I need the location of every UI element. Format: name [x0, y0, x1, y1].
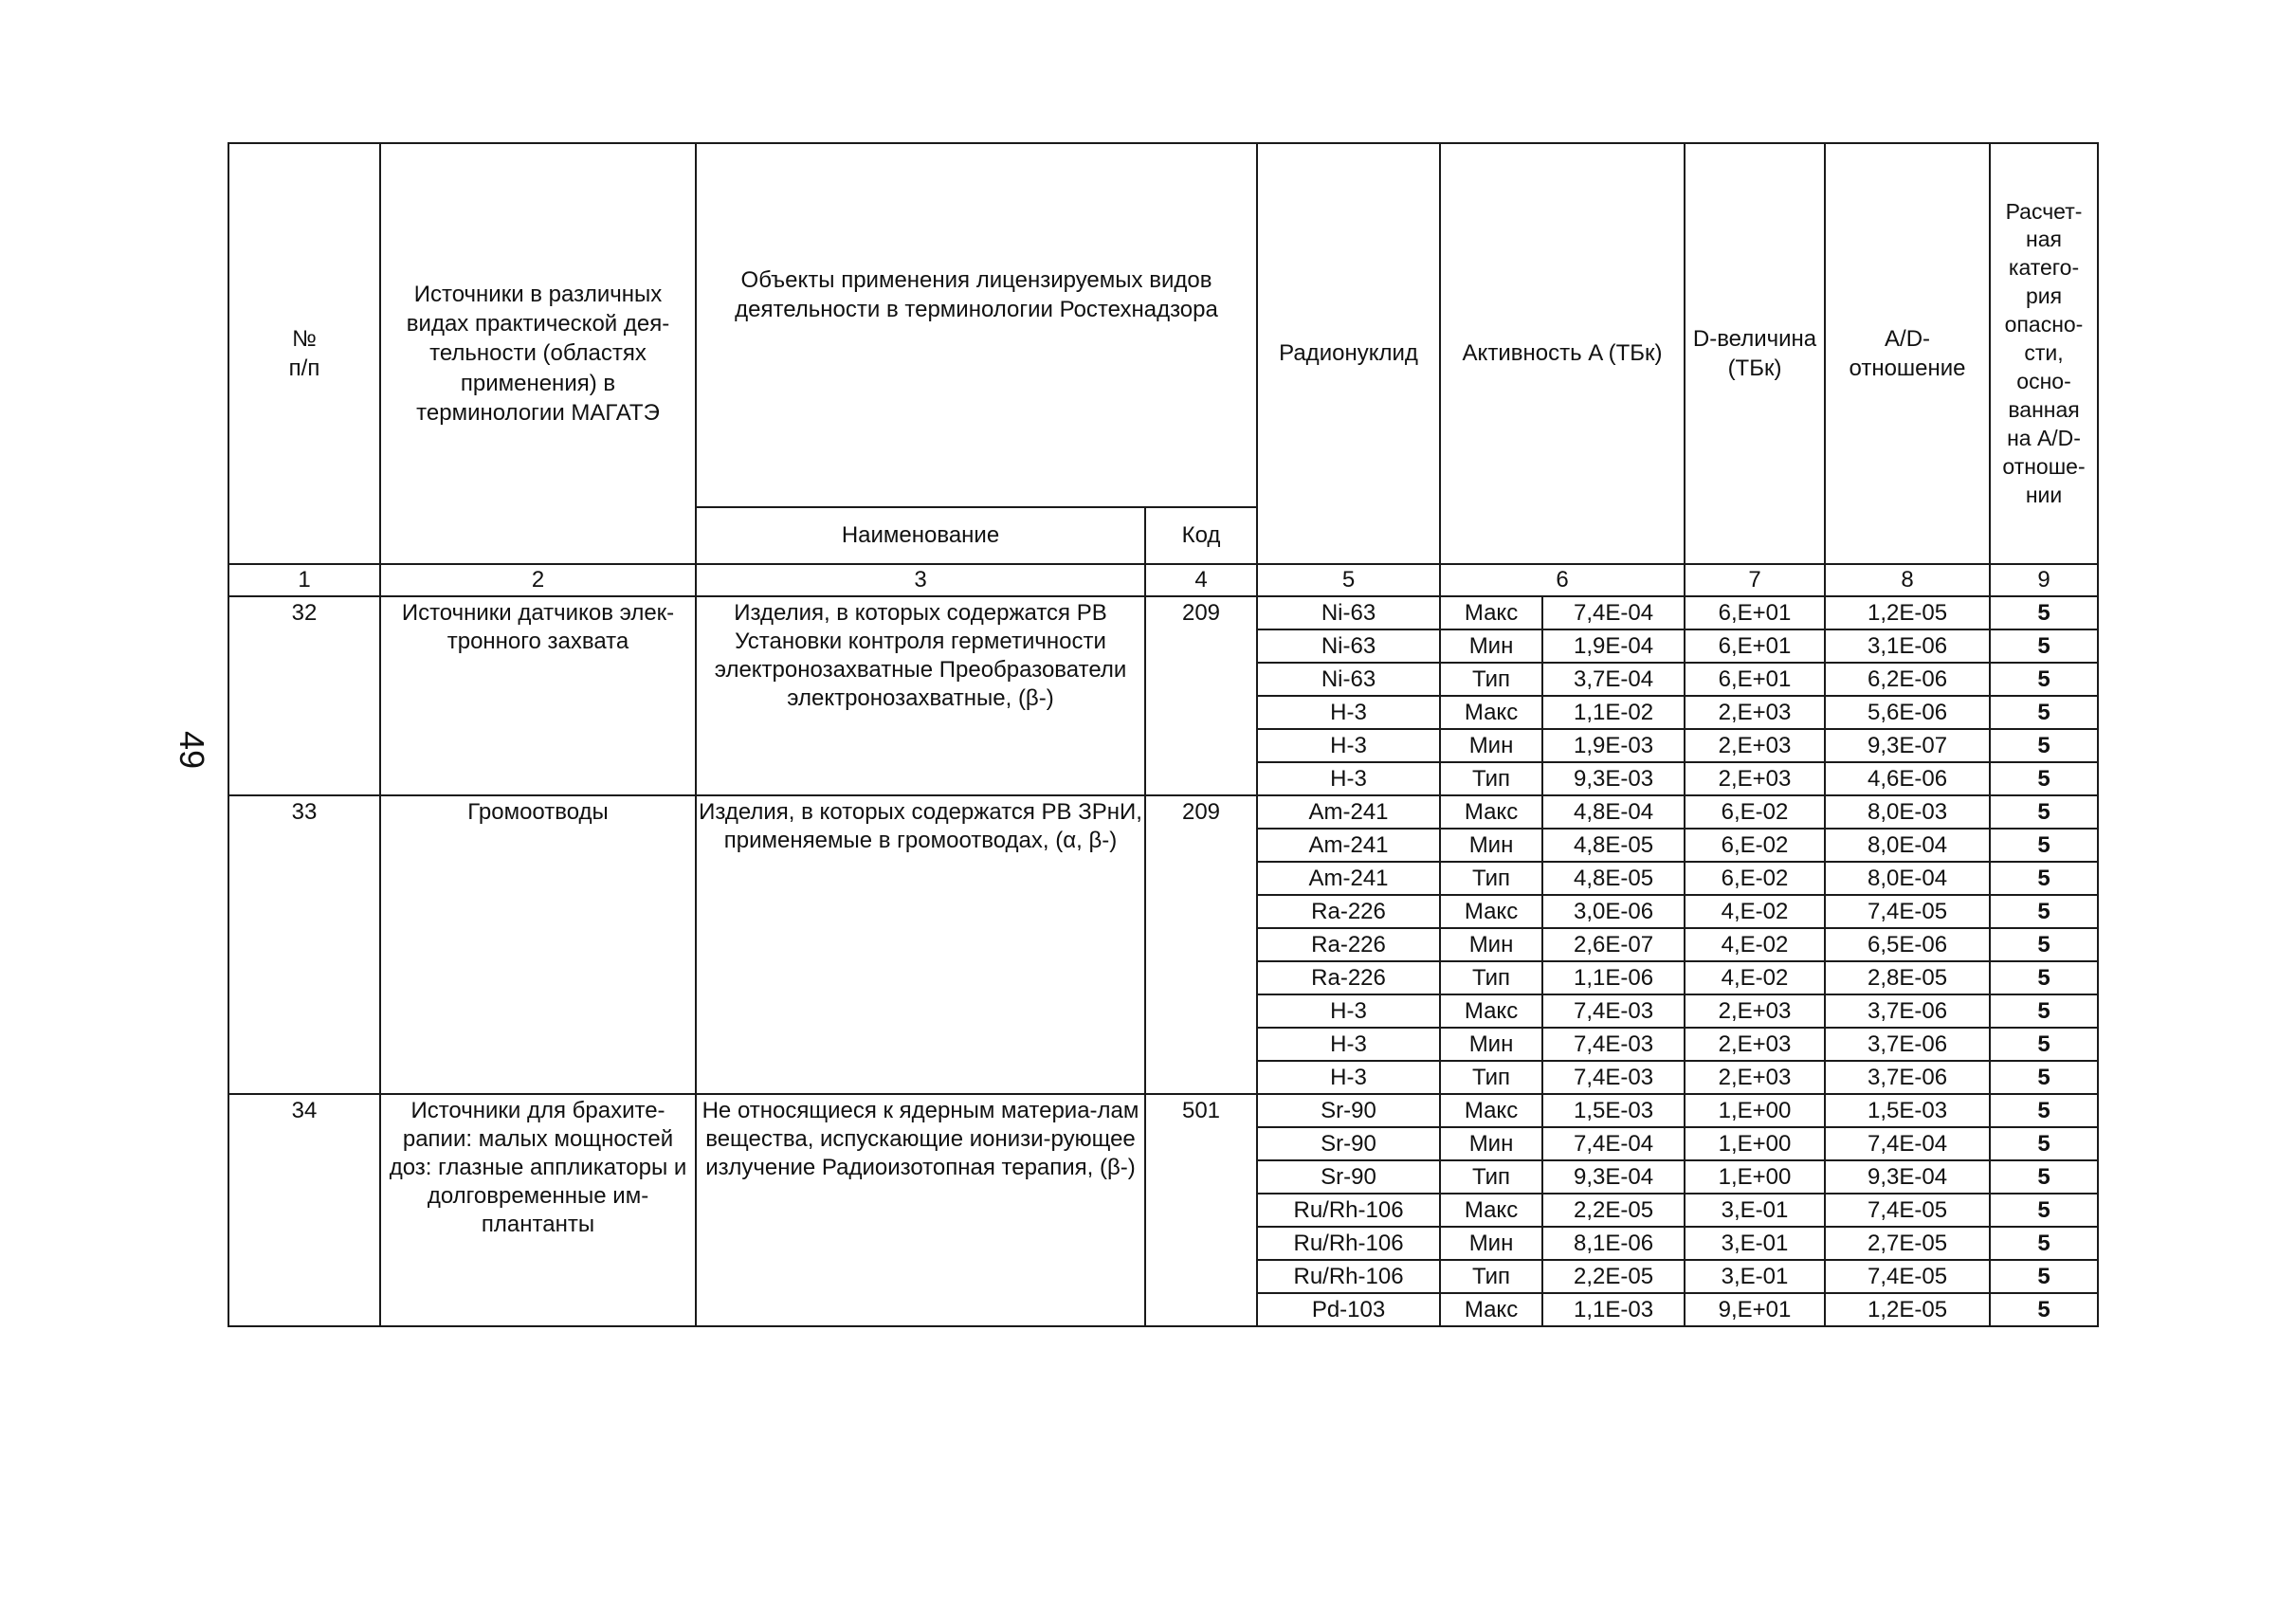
category-cell: 5 [1990, 928, 2098, 961]
ad-ratio-cell: 3,7E-06 [1825, 1061, 1990, 1094]
activity-type-cell: Мин [1440, 1028, 1542, 1061]
ad-ratio-cell: 5,6E-06 [1825, 696, 1990, 729]
radionuclide-cell: Sr-90 [1257, 1094, 1440, 1127]
radionuclide-cell: Sr-90 [1257, 1160, 1440, 1194]
category-cell: 5 [1990, 1094, 2098, 1127]
table-row [228, 1094, 2098, 1127]
activity-value-cell: 1,1E-06 [1542, 961, 1685, 994]
activity-type-cell: Макс [1440, 596, 1542, 629]
activity-type-cell: Мин [1440, 1127, 1542, 1160]
table-row [228, 795, 2098, 829]
radionuclide-cell: Ru/Rh-106 [1257, 1194, 1440, 1227]
d-value-cell: 1,E+00 [1685, 1094, 1825, 1127]
column-number: 3 [696, 564, 1145, 596]
ad-ratio-cell: 8,0E-04 [1825, 829, 1990, 862]
ad-ratio-cell: 9,3E-07 [1825, 729, 1990, 762]
ad-ratio-cell: 4,6E-06 [1825, 762, 1990, 795]
d-value-cell: 3,E-01 [1685, 1227, 1825, 1260]
category-cell: 5 [1990, 795, 2098, 829]
radionuclide-cell: H-3 [1257, 1061, 1440, 1094]
activity-type-cell: Тип [1440, 762, 1542, 795]
activity-type-cell: Тип [1440, 1260, 1542, 1293]
d-value-cell: 3,E-01 [1685, 1194, 1825, 1227]
activity-value-cell: 7,4E-04 [1542, 1127, 1685, 1160]
radionuclide-cell: Ra-226 [1257, 961, 1440, 994]
radionuclide-cell: Am-241 [1257, 795, 1440, 829]
activity-type-cell: Мин [1440, 829, 1542, 862]
category-cell: 5 [1990, 829, 2098, 862]
ad-ratio-cell: 7,4E-04 [1825, 1127, 1990, 1160]
activity-type-cell: Тип [1440, 1160, 1542, 1194]
activity-value-cell: 1,1E-03 [1542, 1293, 1685, 1326]
activity-type-cell: Мин [1440, 729, 1542, 762]
d-value-cell: 6,E-02 [1685, 862, 1825, 895]
ad-ratio-cell: 6,2E-06 [1825, 663, 1990, 696]
object-name: Изделия, в которых содержатся РВ Установки контроля герметичности электронозахватные Преобразователи электронозахватные, (β-) [696, 596, 1145, 795]
activity-value-cell: 2,6E-07 [1542, 928, 1685, 961]
activity-type-cell: Макс [1440, 994, 1542, 1028]
activity-value-cell: 2,2E-05 [1542, 1260, 1685, 1293]
ad-ratio-cell: 9,3E-04 [1825, 1160, 1990, 1194]
header-category: Расчет-ная катего-рия опасно-сти, осно-ванная на A/D-отноше-нии [1990, 143, 2098, 564]
column-number: 6 [1440, 564, 1685, 596]
activity-type-cell: Тип [1440, 961, 1542, 994]
activity-value-cell: 1,1E-02 [1542, 696, 1685, 729]
category-cell: 5 [1990, 1028, 2098, 1061]
ad-ratio-cell: 6,5E-06 [1825, 928, 1990, 961]
radionuclide-cell: Ru/Rh-106 [1257, 1227, 1440, 1260]
category-cell: 5 [1990, 961, 2098, 994]
d-value-cell: 2,E+03 [1685, 1028, 1825, 1061]
d-value-cell: 4,E-02 [1685, 895, 1825, 928]
ad-ratio-cell: 3,7E-06 [1825, 994, 1990, 1028]
activity-value-cell: 8,1E-06 [1542, 1227, 1685, 1260]
activity-value-cell: 7,4E-03 [1542, 994, 1685, 1028]
d-value-cell: 9,E+01 [1685, 1293, 1825, 1326]
ad-ratio-cell: 2,8E-05 [1825, 961, 1990, 994]
d-value-cell: 6,E-02 [1685, 795, 1825, 829]
activity-type-cell: Мин [1440, 629, 1542, 663]
category-cell: 5 [1990, 729, 2098, 762]
activity-type-cell: Тип [1440, 663, 1542, 696]
radionuclide-cell: H-3 [1257, 762, 1440, 795]
d-value-cell: 6,E-02 [1685, 829, 1825, 862]
activity-value-cell: 3,7E-04 [1542, 663, 1685, 696]
ad-ratio-cell: 1,2E-05 [1825, 1293, 1990, 1326]
ad-ratio-cell: 7,4E-05 [1825, 1194, 1990, 1227]
radionuclide-cell: Ru/Rh-106 [1257, 1260, 1440, 1293]
header-no: № п/п [228, 143, 380, 564]
category-cell: 5 [1990, 1227, 2098, 1260]
category-cell: 5 [1990, 1260, 2098, 1293]
ad-ratio-cell: 1,2E-05 [1825, 596, 1990, 629]
header-code: Код [1145, 507, 1257, 564]
ad-ratio-cell: 8,0E-03 [1825, 795, 1990, 829]
iaea-source: Источники датчиков элек-тронного захвата [380, 596, 696, 795]
activity-type-cell: Макс [1440, 1194, 1542, 1227]
activity-type-cell: Макс [1440, 895, 1542, 928]
header-d-value: D-величина (ТБк) [1685, 143, 1825, 564]
radionuclide-cell: H-3 [1257, 1028, 1440, 1061]
header-ad-ratio: A/D-отношение [1825, 143, 1990, 564]
row-number: 34 [228, 1094, 380, 1326]
column-number: 4 [1145, 564, 1257, 596]
category-cell: 5 [1990, 596, 2098, 629]
activity-type-cell: Макс [1440, 696, 1542, 729]
category-cell: 5 [1990, 629, 2098, 663]
d-value-cell: 1,E+00 [1685, 1127, 1825, 1160]
iaea-source: Громоотводы [380, 795, 696, 1094]
activity-value-cell: 1,9E-03 [1542, 729, 1685, 762]
radionuclide-cell: H-3 [1257, 696, 1440, 729]
radionuclide-cell: Ni-63 [1257, 596, 1440, 629]
category-cell: 5 [1990, 1160, 2098, 1194]
activity-type-cell: Макс [1440, 1293, 1542, 1326]
d-value-cell: 4,E-02 [1685, 961, 1825, 994]
category-cell: 5 [1990, 762, 2098, 795]
radionuclide-cell: Ni-63 [1257, 629, 1440, 663]
ad-ratio-cell: 7,4E-05 [1825, 1260, 1990, 1293]
d-value-cell: 4,E-02 [1685, 928, 1825, 961]
activity-value-cell: 9,3E-04 [1542, 1160, 1685, 1194]
activity-type-cell: Макс [1440, 795, 1542, 829]
table-header [228, 143, 2098, 564]
object-name: Не относящиеся к ядерным материа-лам вещества, испускающие ионизи-рующее излучение Радиоизотопная терапия, (β-) [696, 1094, 1145, 1326]
category-cell: 5 [1990, 1293, 2098, 1326]
row-number: 32 [228, 596, 380, 795]
radionuclide-cell: Sr-90 [1257, 1127, 1440, 1160]
activity-type-cell: Макс [1440, 1094, 1542, 1127]
radionuclide-cell: Am-241 [1257, 829, 1440, 862]
category-cell: 5 [1990, 862, 2098, 895]
column-number-row [228, 564, 2098, 596]
ad-ratio-cell: 3,7E-06 [1825, 1028, 1990, 1061]
header-objects: Объекты применения лицензируемых видов деятельности в терминологии Ростехнадзора [696, 143, 1257, 507]
radionuclide-cell: Ra-226 [1257, 928, 1440, 961]
iaea-source: Источники для брахите-рапии: малых мощностей доз: глазные аппликаторы и долговременные им-плантанты [380, 1094, 696, 1326]
category-cell: 5 [1990, 696, 2098, 729]
d-value-cell: 3,E-01 [1685, 1260, 1825, 1293]
category-cell: 5 [1990, 663, 2098, 696]
header-radionuclide: Радионуклид [1257, 143, 1440, 564]
category-cell: 5 [1990, 1127, 2098, 1160]
activity-value-cell: 2,2E-05 [1542, 1194, 1685, 1227]
radionuclide-cell: Am-241 [1257, 862, 1440, 895]
column-number: 2 [380, 564, 696, 596]
table-row [228, 596, 2098, 629]
activity-value-cell: 4,8E-05 [1542, 829, 1685, 862]
d-value-cell: 6,E+01 [1685, 596, 1825, 629]
d-value-cell: 2,E+03 [1685, 696, 1825, 729]
d-value-cell: 1,E+00 [1685, 1160, 1825, 1194]
row-number: 33 [228, 795, 380, 1094]
radionuclide-cell: Ra-226 [1257, 895, 1440, 928]
category-cell: 5 [1990, 1061, 2098, 1094]
ad-ratio-cell: 3,1E-06 [1825, 629, 1990, 663]
column-number: 1 [228, 564, 380, 596]
radionuclide-cell: Ni-63 [1257, 663, 1440, 696]
object-code: 501 [1145, 1094, 1257, 1326]
object-code: 209 [1145, 795, 1257, 1094]
header-iaea-sources: Источники в различных видах практической дея-тельности (областях применения) в терминологии МАГАТЭ [380, 143, 696, 564]
category-cell: 5 [1990, 994, 2098, 1028]
table-body [228, 564, 2098, 1326]
d-value-cell: 2,E+03 [1685, 1061, 1825, 1094]
d-value-cell: 6,E+01 [1685, 629, 1825, 663]
activity-value-cell: 1,9E-04 [1542, 629, 1685, 663]
activity-value-cell: 7,4E-03 [1542, 1028, 1685, 1061]
d-value-cell: 2,E+03 [1685, 729, 1825, 762]
activity-value-cell: 3,0E-06 [1542, 895, 1685, 928]
ad-ratio-cell: 2,7E-05 [1825, 1227, 1990, 1260]
category-cell: 5 [1990, 1194, 2098, 1227]
d-value-cell: 2,E+03 [1685, 762, 1825, 795]
ad-ratio-cell: 7,4E-05 [1825, 895, 1990, 928]
column-number: 9 [1990, 564, 2098, 596]
activity-value-cell: 1,5E-03 [1542, 1094, 1685, 1127]
activity-type-cell: Тип [1440, 862, 1542, 895]
activity-value-cell: 7,4E-04 [1542, 596, 1685, 629]
activity-type-cell: Тип [1440, 1061, 1542, 1094]
activity-value-cell: 4,8E-04 [1542, 795, 1685, 829]
page-number: 49 [173, 730, 211, 770]
column-number: 8 [1825, 564, 1990, 596]
activity-value-cell: 9,3E-03 [1542, 762, 1685, 795]
ad-ratio-cell: 1,5E-03 [1825, 1094, 1990, 1127]
activity-value-cell: 4,8E-05 [1542, 862, 1685, 895]
activity-value-cell: 7,4E-03 [1542, 1061, 1685, 1094]
activity-type-cell: Мин [1440, 928, 1542, 961]
header-name: Наименование [696, 507, 1145, 564]
d-value-cell: 6,E+01 [1685, 663, 1825, 696]
radionuclide-cell: H-3 [1257, 994, 1440, 1028]
ad-ratio-cell: 8,0E-04 [1825, 862, 1990, 895]
d-value-cell: 2,E+03 [1685, 994, 1825, 1028]
activity-type-cell: Мин [1440, 1227, 1542, 1260]
radionuclide-table [228, 142, 2099, 1327]
radionuclide-cell: Pd-103 [1257, 1293, 1440, 1326]
object-code: 209 [1145, 596, 1257, 795]
object-name: Изделия, в которых содержатся РВ ЗРнИ, применяемые в громоотводах, (α, β-) [696, 795, 1145, 1094]
radionuclide-cell: H-3 [1257, 729, 1440, 762]
column-number: 7 [1685, 564, 1825, 596]
category-cell: 5 [1990, 895, 2098, 928]
header-activity: Активность A (ТБк) [1440, 143, 1685, 564]
column-number: 5 [1257, 564, 1440, 596]
